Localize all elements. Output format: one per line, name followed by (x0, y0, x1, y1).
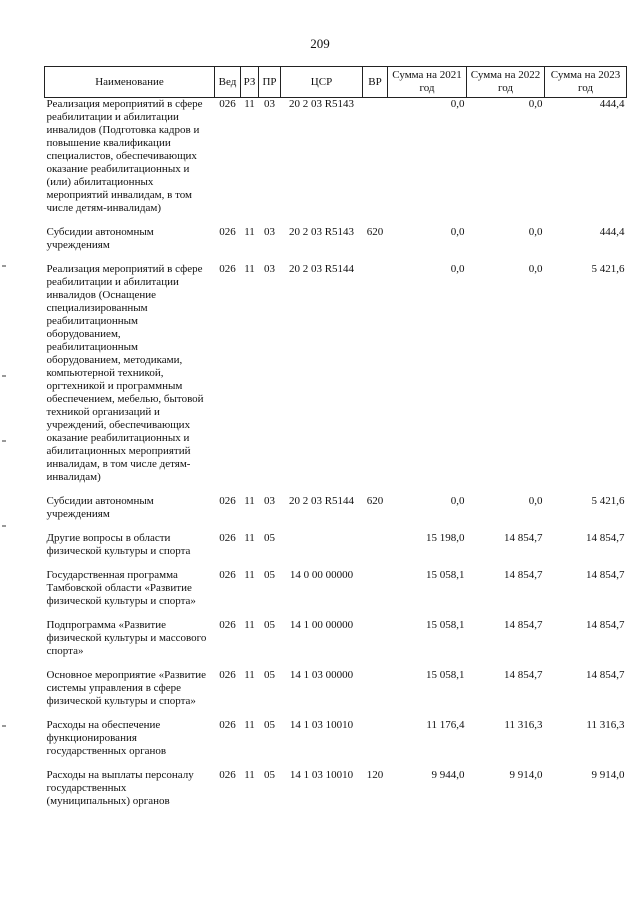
row-sum-2021: 0,0 (450, 226, 465, 238)
row-rz: 11 (244, 569, 255, 581)
header-rz: РЗ (241, 67, 259, 98)
row-vr (363, 669, 388, 719)
row-ved: 026 (219, 719, 236, 731)
row-rz: 11 (244, 263, 255, 275)
row-name: Субсидии автономным учреждениям (46, 226, 154, 251)
row-csr: 20 2 03 R5143 (288, 226, 355, 238)
row-rz: 11 (244, 532, 255, 544)
row-pr: 03 (264, 263, 275, 275)
row-vr: 120 (366, 769, 384, 781)
row-name: Реализация мероприятий в сфере реабилитации и абилитации инвалидов (Подготовка кадров и повышение квалификации специалистов, обеспечивающих оказание реабилитационных и (или) абилитационных мероприятий инвалидам, в том числе детям-инвалидам) (46, 98, 203, 214)
table-row (45, 495, 627, 532)
row-sum-2023: 9 914,0 (591, 769, 625, 781)
row-csr: 20 2 03 R5143 (288, 98, 355, 110)
scan-margin-marks (0, 255, 10, 755)
header-sum-2022: Сумма на 2022 год (467, 67, 545, 98)
row-csr: 14 1 03 00000 (289, 669, 354, 681)
header-pr: ПР (259, 67, 281, 98)
row-csr: 14 1 03 10010 (289, 769, 354, 781)
row-ved: 026 (219, 263, 236, 275)
table-row (45, 98, 627, 227)
row-sum-2022: 0,0 (528, 226, 543, 238)
table-row (45, 769, 627, 819)
row-sum-2023: 14 854,7 (586, 619, 625, 631)
row-ved: 026 (219, 226, 236, 238)
row-sum-2023: 11 316,3 (586, 719, 625, 731)
row-vr (363, 719, 388, 769)
row-vr (363, 98, 388, 227)
row-csr: 14 1 03 10010 (289, 719, 354, 731)
row-sum-2022: 0,0 (528, 98, 543, 110)
row-name: Расходы на обеспечение функционирования государственных органов (46, 719, 167, 757)
row-pr: 03 (264, 226, 275, 238)
row-name: Реализация мероприятий в сфере реабилитации и абилитации инвалидов (Оснащение специализированным реабилитационным оборудованием, реабилитационным оборудованием, методиками, компьютерной техникой, оргтехникой и программным обеспечением, мебелью, бытовой техникой организаций и учреждений, обеспечивающих оказание реабилитационных и абилитационных мероприятий инвалидам, в том числе детям-инвалидам) (46, 263, 204, 483)
row-pr: 05 (264, 719, 275, 731)
header-ved: Вед (215, 67, 241, 98)
row-sum-2023: 14 854,7 (586, 569, 625, 581)
row-csr: 20 2 03 R5144 (288, 263, 355, 275)
row-pr: 05 (264, 532, 275, 544)
table-row (45, 226, 627, 263)
row-rz: 11 (244, 769, 255, 781)
header-csr: ЦСР (281, 67, 363, 98)
row-ved: 026 (219, 495, 236, 507)
row-vr (363, 263, 388, 495)
row-csr: 20 2 03 R5144 (288, 495, 355, 507)
table-row (45, 669, 627, 719)
row-ved: 026 (219, 569, 236, 581)
row-csr: 14 1 00 00000 (289, 619, 354, 631)
row-rz: 11 (244, 719, 255, 731)
row-sum-2022: 14 854,7 (504, 569, 543, 581)
row-rz: 11 (244, 619, 255, 631)
row-sum-2022: 14 854,7 (504, 532, 543, 544)
row-sum-2023: 5 421,6 (591, 263, 625, 275)
row-sum-2021: 15 058,1 (426, 569, 465, 581)
row-sum-2021: 15 058,1 (426, 619, 465, 631)
row-pr: 05 (264, 619, 275, 631)
row-name: Подпрограмма «Развитие физической культуры и массового спорта» (46, 619, 207, 657)
row-vr: 620 (366, 226, 384, 238)
row-name: Государственная программа Тамбовской области «Развитие физической культуры и спорта» (46, 569, 196, 607)
row-sum-2021: 15 058,1 (426, 669, 465, 681)
row-vr (363, 569, 388, 619)
row-sum-2023: 444,4 (599, 226, 625, 238)
header-vr: ВР (363, 67, 388, 98)
row-sum-2021: 0,0 (450, 98, 465, 110)
row-csr: 14 0 00 00000 (289, 569, 354, 581)
header-name: Наименование (45, 67, 215, 98)
row-sum-2022: 11 316,3 (504, 719, 543, 731)
row-pr: 03 (264, 98, 275, 110)
row-pr: 05 (264, 669, 275, 681)
row-sum-2022: 9 914,0 (509, 769, 543, 781)
row-name: Субсидии автономным учреждениям (46, 495, 154, 520)
row-rz: 11 (244, 495, 255, 507)
table-header-row (45, 67, 627, 98)
row-sum-2023: 444,4 (599, 98, 625, 110)
row-sum-2023: 14 854,7 (586, 669, 625, 681)
budget-table (44, 66, 627, 819)
table-row (45, 263, 627, 495)
row-vr: 620 (366, 495, 384, 507)
row-name: Основное мероприятие «Развитие системы управления в сфере физической культуры и спорта» (46, 669, 207, 707)
table-row (45, 569, 627, 619)
row-ved: 026 (219, 532, 236, 544)
row-sum-2022: 0,0 (528, 495, 543, 507)
row-pr: 05 (264, 569, 275, 581)
row-sum-2021: 0,0 (450, 495, 465, 507)
row-rz: 11 (244, 226, 255, 238)
row-sum-2022: 14 854,7 (504, 669, 543, 681)
row-pr: 03 (264, 495, 275, 507)
row-vr (363, 532, 388, 569)
row-pr: 05 (264, 769, 275, 781)
page-number: 209 (310, 36, 330, 51)
row-sum-2023: 5 421,6 (591, 495, 625, 507)
header-sum-2021: Сумма на 2021 год (388, 67, 467, 98)
row-sum-2021: 0,0 (450, 263, 465, 275)
row-ved: 026 (219, 98, 236, 110)
row-sum-2023: 14 854,7 (586, 532, 625, 544)
table-row (45, 532, 627, 569)
row-sum-2021: 15 198,0 (426, 532, 465, 544)
table-row (45, 719, 627, 769)
row-ved: 026 (219, 669, 236, 681)
row-sum-2021: 11 176,4 (426, 719, 465, 731)
row-ved: 026 (219, 619, 236, 631)
row-rz: 11 (244, 98, 255, 110)
table-row (45, 619, 627, 669)
header-sum-2023: Сумма на 2023 год (545, 67, 627, 98)
row-sum-2022: 14 854,7 (504, 619, 543, 631)
row-ved: 026 (219, 769, 236, 781)
row-csr (281, 532, 363, 569)
row-sum-2021: 9 944,0 (431, 769, 465, 781)
row-name: Другие вопросы в области физической культуры и спорта (46, 532, 191, 557)
row-name: Расходы на выплаты персоналу государственных (муниципальных) органов (46, 769, 194, 807)
row-vr (363, 619, 388, 669)
row-sum-2022: 0,0 (528, 263, 543, 275)
row-rz: 11 (244, 669, 255, 681)
